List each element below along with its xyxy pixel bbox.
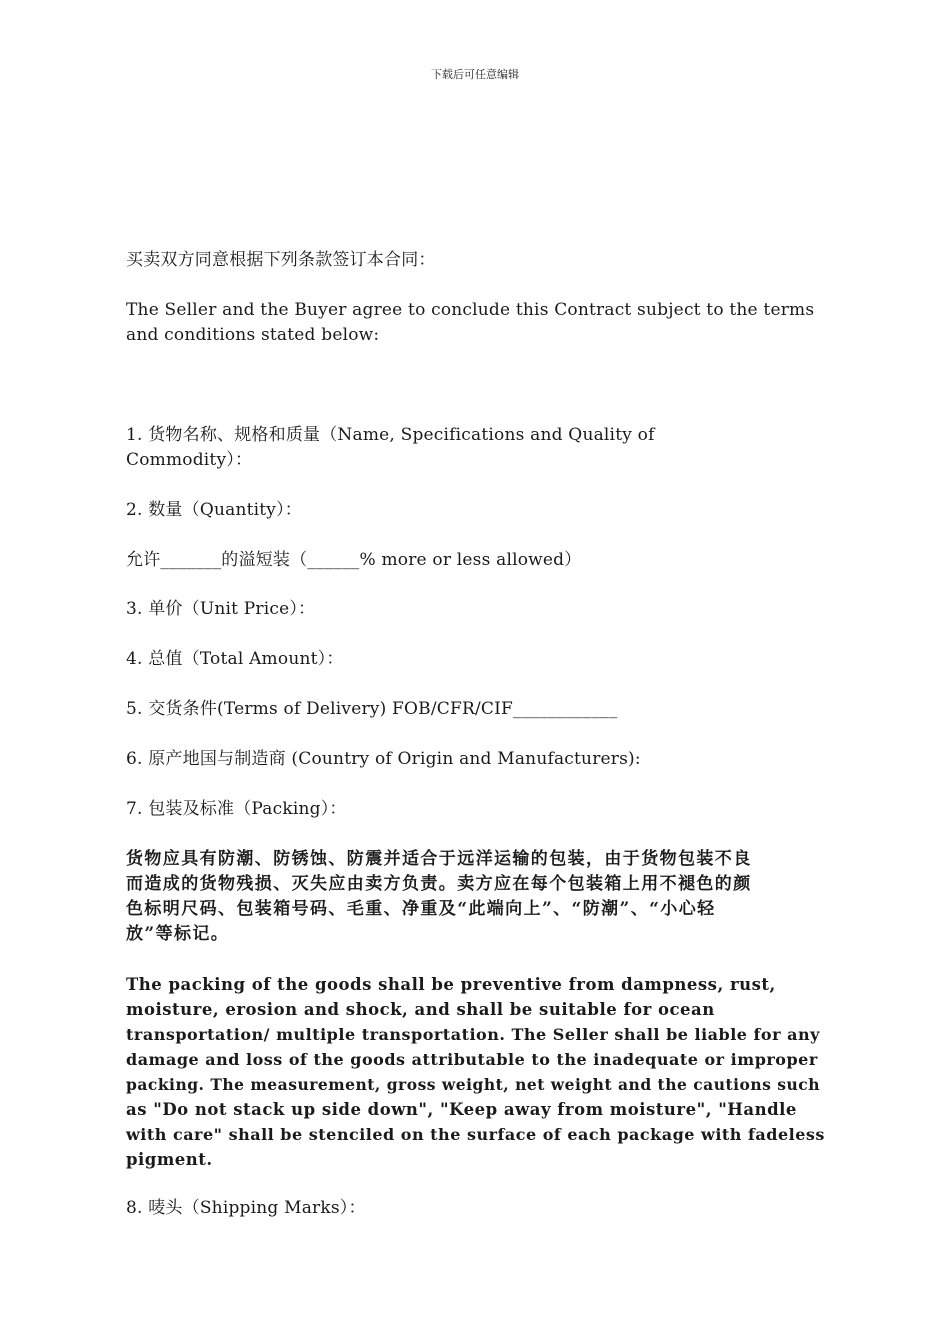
clause-5: 5. 交货条件(Terms of Delivery) FOB/CFR/CIF____________ xyxy=(126,699,618,719)
packing-en-line-3: transportation/ multiple transportation. The Seller shall be liable for any xyxy=(126,1025,820,1044)
packing-en-line-4: damage and loss of the goods attributable to the inadequate or improper xyxy=(126,1050,818,1069)
packing-en-line-7: with care" shall be stenciled on the surface of each package with fadeless xyxy=(126,1125,825,1144)
intro-en-line-1: The Seller and the Buyer agree to conclude this Contract subject to the terms xyxy=(126,300,815,320)
packing-en-line-2: moisture, erosion and shock, and shall be suitable for ocean xyxy=(126,1000,715,1019)
intro-en-line-2: and conditions stated below: xyxy=(126,325,380,345)
clause-1-line-1: 1. 货物名称、规格和质量（Name, Specifications and Quality of xyxy=(126,425,655,445)
clause-4: 4. 总值（Total Amount）： xyxy=(126,649,344,669)
clause-7: 7. 包装及标准（Packing）： xyxy=(126,799,347,819)
clause-1-line-2: Commodity）： xyxy=(126,450,253,470)
packing-cn-line-3: 色标明尺码、包装箱号码、毛重、净重及“此端向上”、“防潮”、“小心轻 xyxy=(126,899,716,919)
packing-en-line-5: packing. The measurement, gross weight, net weight and the cautions such xyxy=(126,1075,820,1094)
intro-cn: 买卖双方同意根据下列条款签订本合同： xyxy=(126,250,436,270)
packing-en-line-8: pigment. xyxy=(126,1150,213,1169)
clause-3: 3. 单价（Unit Price）： xyxy=(126,599,316,619)
packing-cn-line-2: 而造成的货物残损、灭失应由卖方负责。卖方应在每个包装箱上用不褪色的颜 xyxy=(126,874,752,894)
packing-en-line-6: as "Do not stack up side down", "Keep away from moisture", "Handle xyxy=(126,1100,797,1119)
clause-2: 2. 数量（Quantity）： xyxy=(126,500,302,520)
packing-en-line-1: The packing of the goods shall be preventive from dampness, rust, xyxy=(126,975,776,994)
clause-8: 8. 唛头（Shipping Marks）： xyxy=(126,1198,366,1218)
page-header: 下载后可任意编辑 xyxy=(431,68,519,81)
clause-2-allowance: 允许_______的溢短装（______% more or less allowed） xyxy=(126,550,582,570)
packing-cn-line-1: 货物应具有防潮、防锈蚀、防震并适合于远洋运输的包装，由于货物包装不良 xyxy=(126,849,752,869)
clause-6: 6. 原产地国与制造商 (Country of Origin and Manufacturers): xyxy=(126,749,641,769)
packing-cn-line-4: 放”等标记。 xyxy=(126,924,230,944)
